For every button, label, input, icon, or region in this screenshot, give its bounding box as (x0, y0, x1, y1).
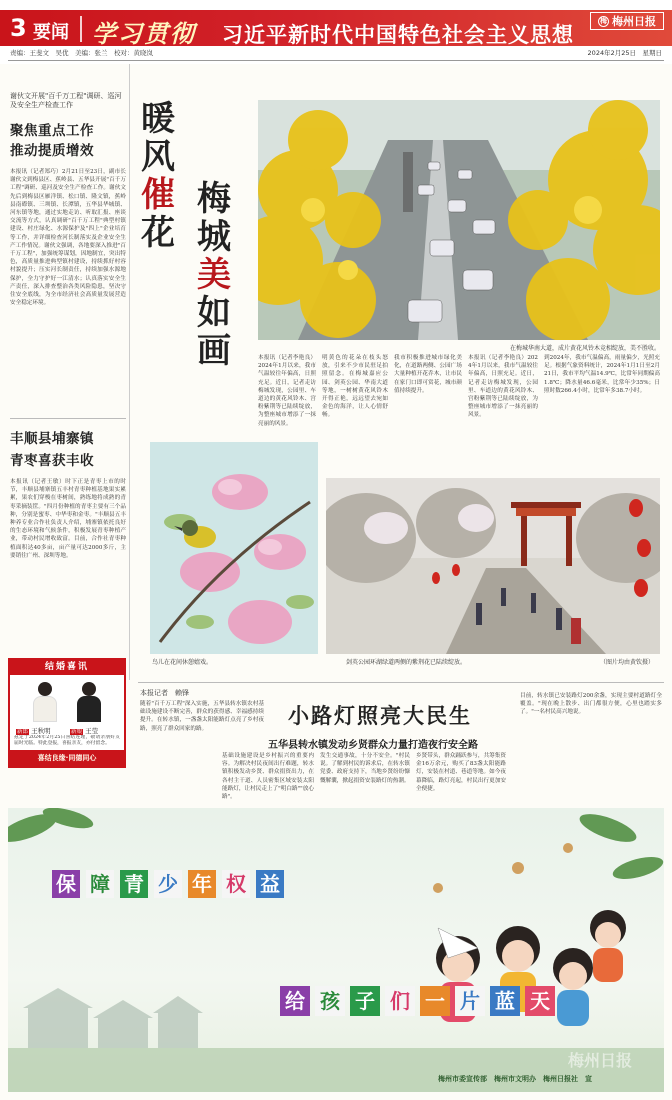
header-rule (8, 60, 664, 61)
photo-credit: （图片均由黄钦摄） (600, 659, 655, 666)
watermark: 梅州日报 (568, 1051, 633, 1070)
lower-story-headline: 小路灯照亮大民生 (288, 704, 472, 728)
lower-story-col2: 基础设施建设是乡村振兴的重要内容。为解决村民夜间出行难题，转水镇积极发动乡贤、群众捐资出力，在各村主干道、人员密集区域安装太阳能路灯，让村民走上了"明白路""放心路"。 (222, 753, 314, 801)
public-service-banner (8, 808, 664, 1092)
groom-badge: 新郎 (17, 729, 29, 735)
masthead-text: 梅州日报 (612, 15, 656, 28)
photo1-caption: 在梅城华南大道，成片黄花风铃木竞相绽放，美不胜收。 (509, 345, 660, 352)
feature-title-char: 暖 (141, 99, 175, 139)
wedding-announcement (8, 658, 126, 768)
banner-char: 益 (256, 870, 284, 898)
feature-title-char: 画 (197, 331, 231, 371)
feature-body-col3: 我市积极推进城市绿化美化，在道路两侧、公园广场大量种植开花乔木，让市民在家门口即可赏花，城市颜值持续提升。 (394, 355, 462, 394)
feature-title-char: 城 (197, 217, 231, 257)
bride-name: 王莹 (85, 727, 99, 735)
banner-char: 年 (188, 870, 216, 898)
avenue-illustration (258, 100, 660, 340)
photo-avenue-yellow-trees (258, 100, 660, 340)
park-illustration (326, 478, 660, 654)
masthead-seal-icon: 梅 (600, 16, 607, 25)
banner-char: 们 (385, 986, 415, 1016)
banner-line2 (280, 986, 555, 1016)
banner-char: 保 (52, 870, 80, 898)
groom-name-tag (16, 726, 51, 735)
bird-illustration (150, 442, 318, 654)
story2-headline-line1: 丰顺县埔寨镇 (10, 431, 94, 447)
lower-story-col4: 乡贤带头，群众踊跃参与，共筹集资金16万余元，购买了83盏太阳能路灯，安装在村道、巷道等地。如今夜幕降临，路灯亮起，村民出行更加安全便捷。 (416, 753, 506, 792)
story2-headline-line2: 青枣喜获丰收 (10, 453, 94, 469)
lower-story-byline: 本报记者 赖锋 (140, 689, 189, 697)
photo2-caption: 鸟儿在花间休憩嬉戏。 (152, 659, 213, 666)
banner-char: 权 (222, 870, 250, 898)
banner-char: 子 (350, 986, 380, 1016)
banner-char: 给 (280, 986, 310, 1016)
header-calligraphy: 学习贯彻 (92, 19, 196, 48)
feature-body-col5: 到2024年，我市气温偏高，雨量偏少，光照充足。根据气象资料统计，2024年1月1日至2月21日，我市平均气温14.9℃，比常年同期偏高1.8℃；降水量46.6毫米，比常年少35%；日照时数266.4小时，比常年多38.7小时。 (544, 355, 660, 394)
editor-credits: 责编：王斐文 吴优 美编：张兰 校对：黄晓岚 (10, 49, 153, 57)
groom-name: 王秋明 (31, 727, 51, 735)
story-divider (10, 418, 126, 419)
feature-title-col1 (140, 100, 176, 252)
story1-headline-line1: 聚焦重点工作 (10, 123, 94, 139)
banner-char: 青 (120, 870, 148, 898)
feature-title-char: 如 (197, 293, 231, 333)
feature-body-col2: 明黄色的花朵在枝头怒放，引来不少市民驻足拍照留念。在梅城嘉应公园、剑英公园、华南大道等地，一树树黄花风铃木开得正艳，远远望去宛如金色的海洋，让人心情舒畅。 (322, 355, 388, 419)
masthead-logo (590, 12, 664, 30)
wedding-title: 结婚喜讯 (10, 660, 124, 675)
banner-char: 少 (154, 870, 182, 898)
wedding-text: 兹定于2024年2月25日喜结连理，敬请亲朋好友届时光临。特此登报，喜报亲友，亦付留念。 (14, 735, 120, 746)
bride-name-tag (70, 726, 98, 735)
lower-story-col1: 随着"百千万工程"深入实施，五华县转水镇农村基础设施建设不断完善，群众的获得感、幸福感持续提升。在转水镇，一盏盏太阳能路灯点亮了乡村夜路，照亮了群众回家的路。 (140, 701, 264, 732)
banner-char: 片 (455, 986, 485, 1016)
feature-title-char: 梅 (197, 179, 231, 219)
story1-body: 本报讯（记者郑巧）2月21日至23日，副市长谢伙文到梅县区、蕉岭县、五华县开展"百千万工程"调研、巡河及安全生产检查工作。谢伙文先后到梅县区雁洋镇、松口镇、隆文镇，蕉岭县南磜镇、三圳镇、长潭镇，五华县华城镇、河东镇等地，通过实地走访、听取汇报、座谈交流等方式，认真调研"百千万工程"典型村镇建设、村庄绿化、水源保护及"四上"企业培育等工作，并详细检查河长制落实及企业安全生产工作情况。谢伙文强调，各地要深入推进"百千万工程"，加强统筹谋划，因地制宜，突出特色，高质量推进典型镇村建设，持续抓好村容村貌提升；压实河长制责任，持续加强水源地保护，全力守护好一江清水；认真落实安全生产责任，深入排查整治各类风险隐患，坚决守住安全底线，为全市经济社会高质量发展营造安全稳定环境。 (10, 169, 126, 307)
bride-photo (32, 682, 58, 722)
section-name: 要闻 (33, 22, 69, 43)
feature-title-char-red: 催 (141, 175, 175, 215)
feature-body-col4: 本报讯（记者李艳良）2024年1月以来，我市气温较往年偏高，日照充足。近日，记者走访梅城发现，公园里、车道边的黄花风铃木、宫粉紫荆等已陆续绽放，为整座城市增添了一抹亮丽的风景。 (468, 355, 538, 419)
banner-line1 (52, 870, 284, 898)
photo-bird-flowers (150, 442, 318, 654)
lower-story-subheadline: 五华县转水镇发动乡贤群众力量打造夜行安全路 (268, 740, 478, 751)
banner-illustration (8, 808, 664, 1092)
feature-body-col1: 本报讯（记者李艳良）2024年1月以来，我市气温较往年偏高，日照充足。近日，记者走访梅城发现，公园里、车道边的黄花风铃木、宫粉紫荆等已陆续绽放，为整座城市增添了一抹亮丽的风景。 (258, 355, 316, 427)
lower-story-col5: 目前，转水镇已安装路灯200余盏，实现主要村道路灯全覆盖。"现在晚上散步、出门都很方便，心里也踏实多了。"一名村民高兴地说。 (520, 693, 662, 716)
header-divider (80, 16, 82, 42)
banner-char: 孩 (315, 986, 345, 1016)
story1-headline-line2: 推动提质增效 (10, 143, 94, 159)
banner-char: 蓝 (490, 986, 520, 1016)
dateline: 2024年2月25日 星期日 (587, 49, 662, 57)
feature-title-char-red: 美 (197, 255, 231, 295)
feature-title-char: 风 (141, 137, 175, 177)
story2-body: 本报讯（记者王敏）时下正是青枣上市的时节，丰顺县埔寨镇五丰村青枣种植基地果实累累，果农们穿梭在枣树间，熟练地将成熟的青枣采摘装筐。"四月份种植的青枣主要有三个品种，分别是蜜枣、中华枣和金枣。"丰顺县五丰种养专业合作社负责人介绍，埔寨镇依托良好的生态环境和气候条件，积极发展青枣种植产业，带动村民增收致富。目前，合作社青枣种植面积达40多亩，亩产量可达2000多斤，主要销往广州、深圳等地。 (10, 479, 126, 559)
groom-photo (76, 682, 102, 722)
bride-badge: 新娘 (71, 729, 83, 735)
photo3-caption: 剑英公园环湖绿道两侧的紫荆花已陆续绽放。 (346, 659, 467, 666)
header-subtitle: 习近平新时代中国特色社会主义思想 (222, 23, 574, 47)
photo-park-path (326, 478, 660, 654)
banner-char: 一 (420, 986, 450, 1016)
banner-sponsor: 梅州市委宣传部 梅州市文明办 梅州日报社 宣 (438, 1075, 592, 1083)
lower-story-col3: 发生交通事故，十分不安全。"村民说。了解到村民的诉求后，在转水镇党委、政府支持下，当地乡贤纷纷慷慨解囊，掀起捐资安装路灯的热潮。 (320, 753, 410, 784)
story1-kicker: 谢伙文开展"百千万工程"调研、巡河及安全生产检查工作 (10, 92, 122, 109)
lower-story-rule (138, 682, 664, 683)
page-number: 3 (10, 14, 27, 42)
banner-char: 天 (525, 986, 555, 1016)
feature-title-col2 (196, 180, 232, 370)
banner-char: 障 (86, 870, 114, 898)
wedding-banner: 喜结良缘·同德同心 (10, 750, 124, 766)
feature-title-char: 花 (141, 213, 175, 253)
